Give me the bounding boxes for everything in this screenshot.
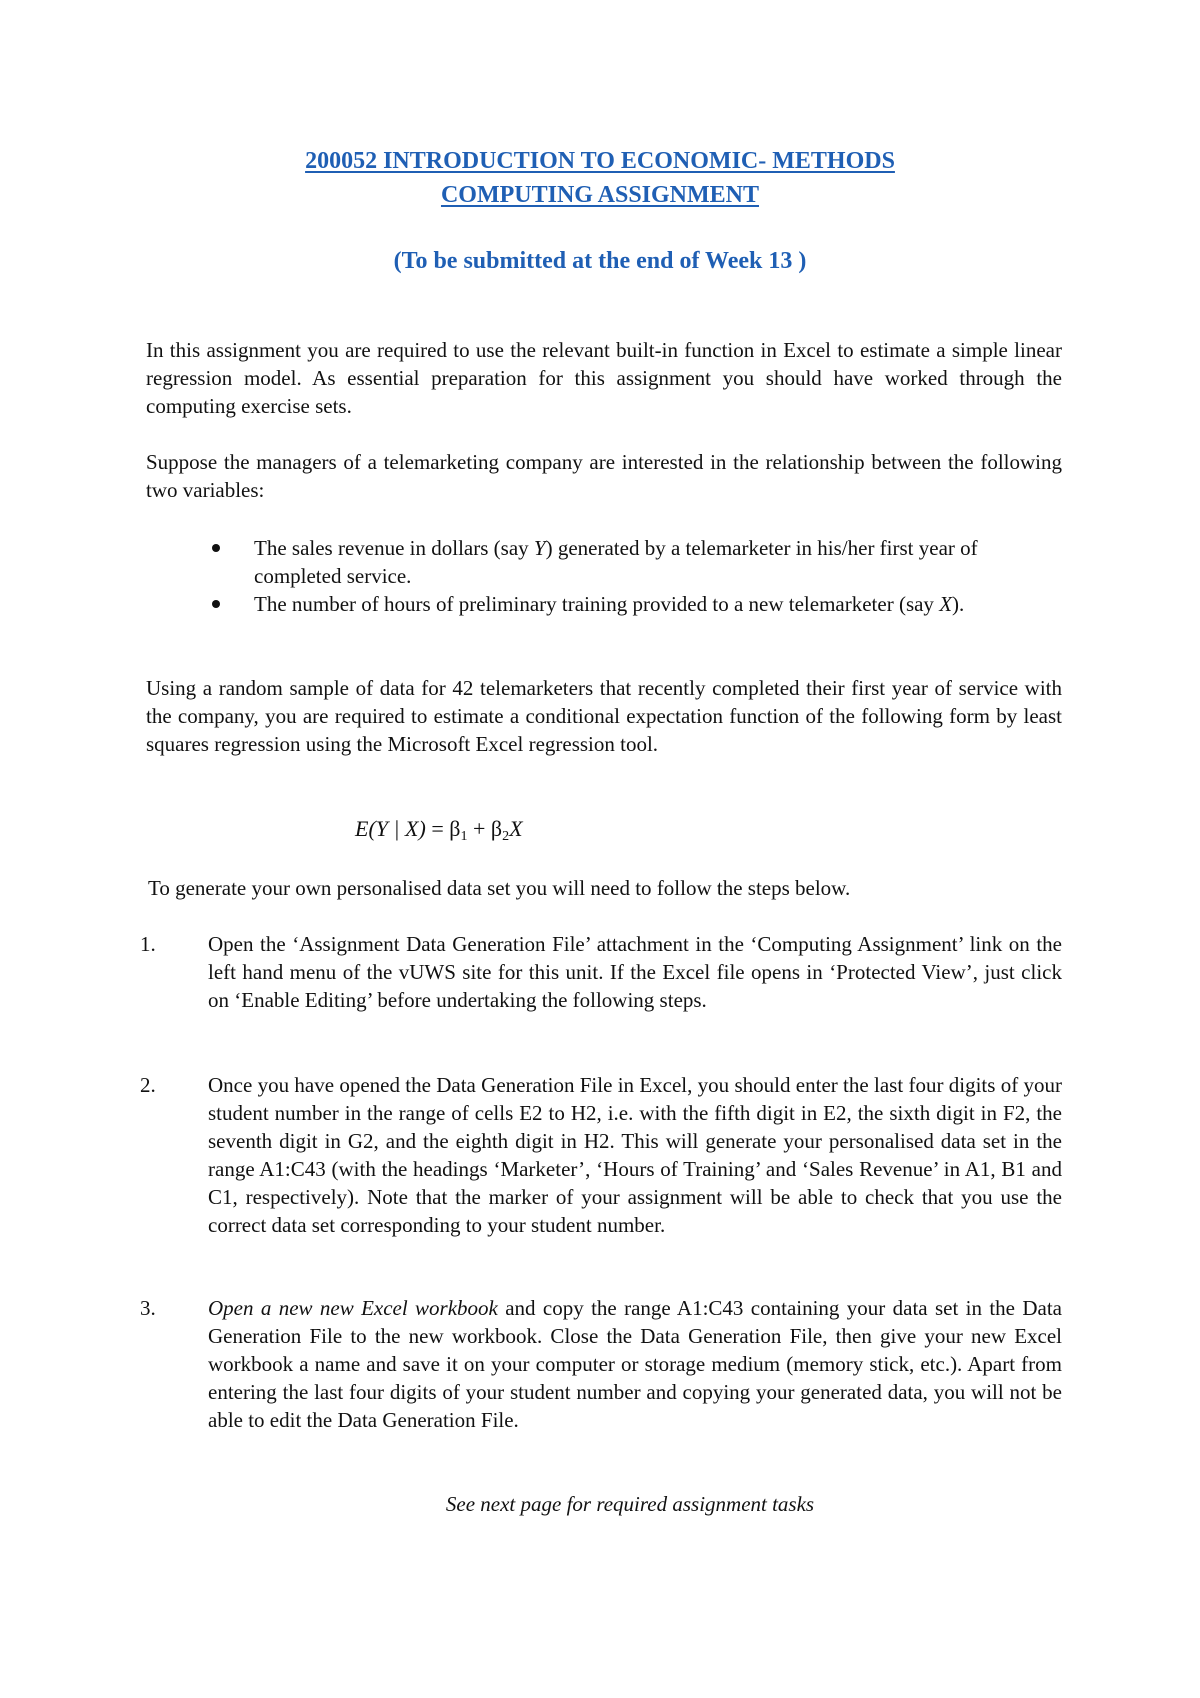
intro-paragraph-2-text: Suppose the managers of a telemarketing company are interested in the relationship between the following two variables: — [146, 450, 1062, 502]
bullet-dot-icon — [212, 600, 220, 608]
variables-bullet-list — [210, 534, 1062, 618]
title-line-2: COMPUTING ASSIGNMENT — [440, 182, 760, 208]
intro-paragraph-2 — [146, 448, 1062, 504]
sample-paragraph — [146, 674, 1062, 758]
step-item-3 — [140, 1294, 1062, 1434]
step-number: 1. — [140, 932, 156, 956]
step-text: Once you have opened the Data Generation File in Excel, you should enter the last four digits of your student number in the range of cells E2 to H2, i.e. with the fifth digit in E2, the sixth digit in F2, the seventh digit in G2, and the eighth digit in H2. This will generate your personalised data set in the range A1:C43 (with the headings ‘Marketer’, ‘Hours of Training’ and ‘Sales Revenue’ in A1, B1 and C1, respectively). Note that the marker of your assignment will be able to check that you use the correct data set corresponding to your student number. — [208, 1073, 1062, 1237]
step-number: 2. — [140, 1073, 156, 1097]
bullet-1-var: Y — [533, 536, 546, 560]
step-3-rest: and copy the range A1:C43 containing your data set in the Data Generation File to the new workbook. Close the Data Generation File, then give your new Excel workbook a name and save it on your computer or storage medium (memory stick, etc.). Apart from entering the last four digits of your student number and copying your generated data, you will not be able to edit the Data Generation File. — [208, 1296, 1062, 1432]
sample-paragraph-text: Using a random sample of data for 42 telemarketers that recently completed their first year of service with the company, you are required to estimate a conditional expectation function of the following form by least squares regression using the Microsoft Excel regression tool. — [146, 676, 1062, 756]
bullet-item-x — [210, 590, 1062, 618]
bullet-item-y — [210, 534, 1062, 590]
step-item-2 — [140, 1071, 1062, 1239]
title-line-1: 200052 INTRODUCTION TO ECONOMIC- METHODS — [305, 148, 895, 174]
intro-paragraph-1 — [146, 336, 1062, 420]
step-text: Open the ‘Assignment Data Generation File’ attachment in the ‘Computing Assignment’ link on the left hand menu of the vUWS site for this unit. If the Excel file opens in ‘Protected View’, just click on ‘Enable Editing’ before undertaking the following steps. — [208, 932, 1062, 1012]
step-item-1 — [140, 930, 1062, 1014]
bullet-1-before: The sales revenue in dollars (say — [254, 536, 534, 560]
equation-equals: = — [431, 816, 444, 841]
bullet-2-before: The number of hours of preliminary training provided to a new telemarketer (say — [254, 592, 940, 616]
equation-var: X — [509, 816, 523, 841]
bullet-2-var: X — [939, 592, 953, 616]
step-text — [208, 1294, 1062, 1434]
equation-beta2-sub: 2 — [502, 829, 510, 844]
equation-lhs: E(Y | X) — [355, 816, 426, 841]
regression-equation — [355, 814, 523, 852]
bullet-1-after: ) generated by a telemarketer in his/her first year of completed service. — [254, 536, 978, 588]
intro-paragraph-1-text: In this assignment you are required to use the relevant built-in function in Excel to estimate a simple linear regression model. As essential preparation for this assignment you should have worked through the computing exercise sets. — [146, 338, 1062, 418]
bullet-dot-icon — [212, 544, 220, 552]
equation-beta1-sub: 1 — [460, 829, 468, 844]
step-3-italic: Open a new new Excel workbook — [208, 1296, 498, 1320]
steps-intro — [148, 874, 1064, 902]
steps-intro-text: To generate your own personalised data set you will need to follow the steps below. — [148, 876, 851, 900]
equation-beta2: β — [490, 816, 503, 841]
bullet-2-after: ). — [952, 592, 965, 616]
equation-beta1: β — [449, 816, 461, 841]
submission-note: (To be submitted at the end of Week 13 ) — [393, 248, 807, 274]
equation-plus: + — [472, 816, 486, 841]
step-number: 3. — [140, 1296, 156, 1320]
footer-note: See next page for required assignment tasks — [445, 1492, 815, 1516]
